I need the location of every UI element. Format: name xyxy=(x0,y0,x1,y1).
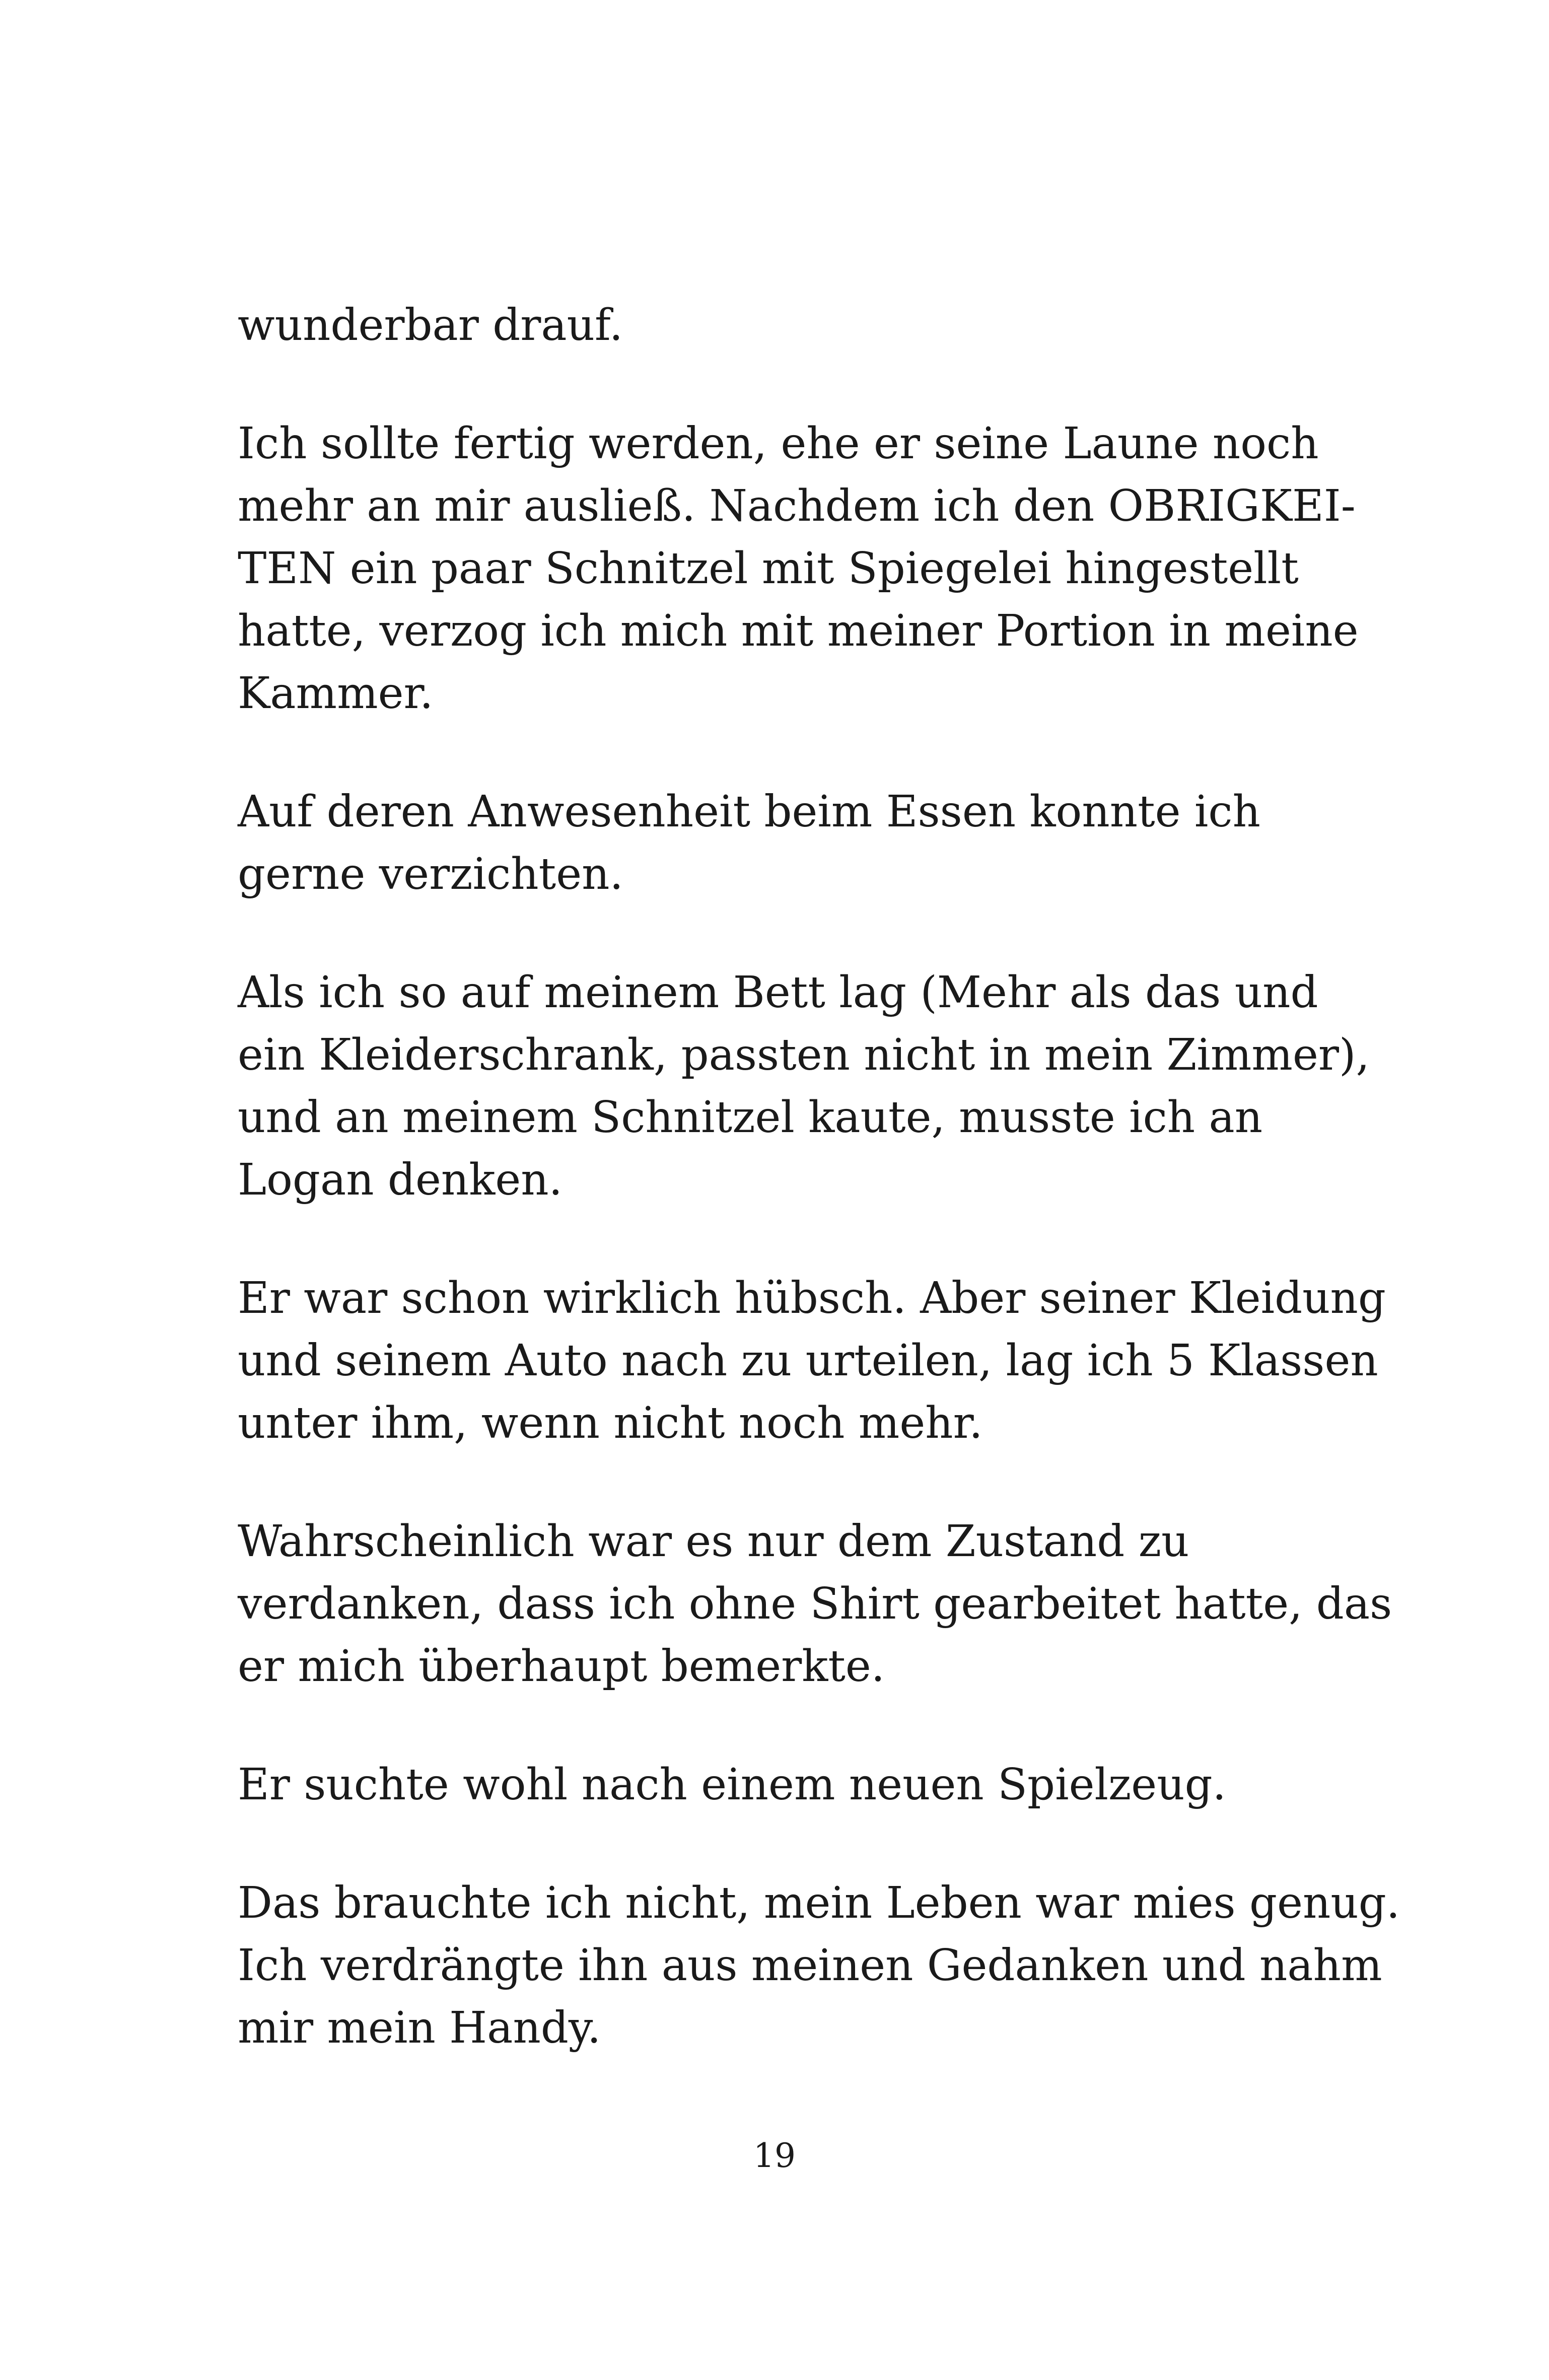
text-line: und an meinem Schnitzel kaute, musste ich an xyxy=(238,1092,1263,1143)
text-line: Auf deren Anwesenheit beim Essen konnte ich xyxy=(238,787,1260,837)
text-line: Er suchte wohl nach einem neuen Spielzeug. xyxy=(238,1760,1226,1810)
paragraph-4 xyxy=(238,961,1370,1211)
paragraph-3 xyxy=(238,781,1315,905)
text-line: Wahrscheinlich war es nur dem Zustand zu xyxy=(238,1516,1189,1567)
text-line: mir mein Handy. xyxy=(238,2003,601,2053)
text-line: gerne verzichten. xyxy=(238,849,623,899)
paragraph-5 xyxy=(238,1267,1386,1454)
text-line: ein Kleiderschrank, passten nicht in mein Zimmer), xyxy=(238,1030,1370,1080)
text-line: TEN ein paar Schnitzel mit Spiegelei hingestellt xyxy=(238,543,1299,594)
paragraph-6 xyxy=(238,1510,1392,1698)
body-text xyxy=(238,294,1400,2115)
text-line: Ich sollte fertig werden, ehe er seine Laune noch xyxy=(238,418,1319,469)
text-line: Kammer. xyxy=(238,668,434,719)
text-line: wunderbar drauf. xyxy=(238,300,623,351)
text-line: Ich verdrängte ihn aus meinen Gedanken und nahm xyxy=(238,1940,1382,1991)
text-line: verdanken, dass ich ohne Shirt gearbeitet hatte, das xyxy=(238,1579,1392,1629)
text-line: unter ihm, wenn nicht noch mehr. xyxy=(238,1398,983,1448)
text-line: Er war schon wirklich hübsch. Aber seiner Kleidung xyxy=(238,1273,1386,1323)
text-line: mehr an mir ausließ. Nachdem ich den OBRIGKEI- xyxy=(238,481,1356,531)
paragraph-1 xyxy=(238,294,1315,357)
text-line: hatte, verzog ich mich mit meiner Portion in meine xyxy=(238,606,1359,656)
page-number: 19 xyxy=(753,2136,796,2175)
text-line: er mich überhaupt bemerkte. xyxy=(238,1641,885,1692)
text-line: Als ich so auf meinem Bett lag (Mehr als das und xyxy=(238,967,1318,1018)
text-line: Das brauchte ich nicht, mein Leben war mies genug. xyxy=(238,1878,1400,1928)
paragraph-8 xyxy=(238,1872,1400,2059)
text-line: und seinem Auto nach zu urteilen, lag ich 5 Klassen xyxy=(238,1336,1378,1386)
paragraph-2 xyxy=(238,412,1359,725)
text-line: Logan denken. xyxy=(238,1155,562,1205)
paragraph-7 xyxy=(238,1754,1315,1816)
